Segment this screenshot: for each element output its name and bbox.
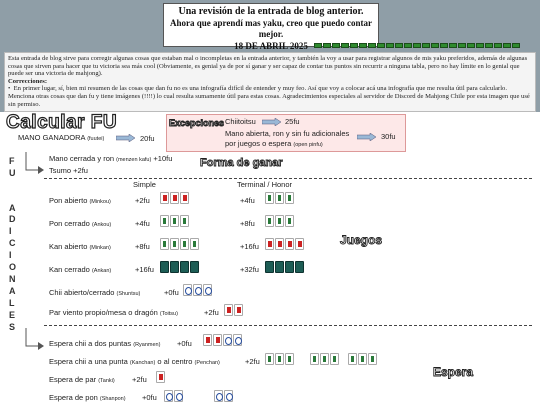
juego-terminal-fu: +4fu [240,196,255,205]
espera-sub: (Kanchan) [129,360,156,366]
juego-sub: (Ankan) [91,268,112,274]
juego-simple-tiles [160,192,189,204]
chii-fu: +0fu [164,288,179,297]
arrow-icon [116,134,136,142]
juegos-title: Juegos [340,233,383,247]
por-juegos-text: por juegos o espera [225,139,292,148]
par-fu: +2fu [204,308,219,317]
espera-sub2: (Penchan) [194,360,220,366]
juego-simple-tiles [160,215,189,227]
col-simple: Simple [133,180,156,189]
mano-fu: 20fu [140,134,155,143]
side-letter: L [9,298,15,308]
post-header [163,3,379,51]
divider [44,178,532,179]
side-letter: E [9,310,16,320]
corrections-label: Correcciones: [8,77,48,85]
espera-sub: (Shanpon) [99,396,126,402]
espera-fu: +2fu [245,357,260,366]
mano-abierta-label: Mano abierta, ron y sin fu adicionales [225,129,350,138]
divider [44,325,532,326]
corrections-bullet: • En primer lugar, sí, bien mi resumen de las cosas que dan fu no es una infografía difícil de entender y muy feo. Así que voy a colocar acá una infografía que me resulta útil para calcularlo. Menciona otras cosas que dan fu y tiene imágenes (!!!!) lo cual resulta sumamente útil para estas cosas. Agradecimientos especiales al servidor de Discord de Mahjong Chile por esta imagen que usé sin permiso. [8,85,530,108]
espera-fu: +0fu [142,393,157,402]
espera-tiles [203,334,242,346]
arrow-icon [262,118,282,126]
col-terminal: Terminal / Honor [237,180,293,189]
juego-terminal-tiles [265,215,294,227]
mano-cerrada-fu: +10fu [153,154,173,163]
espera-tiles [164,390,183,402]
espera-row-3 [49,375,115,384]
espera-title: Espera [433,365,474,379]
open-pinfu-text: (open pinfu) [293,142,323,148]
arrow-icon [357,133,377,141]
side-letter: C [9,238,16,248]
par-label [49,308,178,317]
juego-row-label [49,196,111,205]
intro-text-block [4,52,536,112]
juego-row-label [49,219,111,228]
espera-label: Espera de par [49,375,97,384]
espera-tiles [310,353,339,365]
green-tile-decoration [314,43,520,48]
juego-label: Kan cerrado [49,265,90,274]
header-line2: Ahora que aprendí mas yaku, creo que puedo contar mejor. [170,18,372,39]
side-letter: D [9,214,16,224]
juego-terminal-tiles [265,238,304,250]
header-date: 18 DE ABRIL 2025 [234,41,308,51]
side-letter: O [9,262,17,272]
intro-paragraph: Esta entrada de blog sirve para corregir algunas cosas que estaban mal o incompletas en la entrada anterior, y también la voy a usar para registrar algunos de mis yaku preferidos, además de algunas cosas que sirven para hacer que tu victoria sea más cool (Obviamente, es genial ya de por sí ganar y ser capaz de contar tus puntos sin recurrir a ninguna tabla, pero no hay límite en lo genial que puede ser una victoria de mahjong). [8,55,528,78]
mano-cerrada-text: Mano cerrada y ron [49,154,115,163]
espera-label: Espera de pon [49,393,98,402]
par-sub: (Toitsu) [159,311,178,317]
open-pinfu-fu: 30fu [381,132,396,141]
header-line1: Una revisión de la entrada de blog anterior. [178,6,364,17]
juego-row-label [49,265,111,274]
side-letter: A [9,203,16,213]
side-letter: S [9,322,16,332]
branch-connector [24,152,46,178]
excepciones-box [166,114,406,152]
espera-tiles [265,353,294,365]
espera-tiles [214,390,233,402]
espera-label: Espera chii a dos puntas [49,339,132,348]
espera-fu: +0fu [177,339,192,348]
mano-ganadora-text: MANO GANADORA [18,133,86,142]
side-letter: I [9,250,12,260]
excepciones-title: Excepciones [169,118,225,128]
juego-simple-tiles [160,238,199,250]
juego-simple-fu: +4fu [135,219,150,228]
fuutei-text: (fuutei) [87,136,105,142]
side-letter: F [9,156,15,166]
juego-terminal-tiles [265,192,294,204]
juego-terminal-fu: +32fu [240,265,259,274]
espera-tiles [348,353,377,365]
chii-sub: (Shuntsu) [116,291,141,297]
infographic-title: Calcular FU [6,112,118,133]
juego-label: Pon abierto [49,196,88,205]
side-letter: N [9,274,16,284]
juego-sub: (Minkan) [89,245,111,251]
juego-simple-fu: +16fu [135,265,154,274]
fu-infographic [0,112,540,405]
espera-row-4 [49,393,126,402]
juego-sub: (Ankou) [91,222,112,228]
juego-sub: (Minkou) [89,199,111,205]
espera-row-2 [49,357,220,366]
juego-simple-fu: +2fu [135,196,150,205]
chii-tiles [183,284,212,296]
chiitoitsu-fu: 25fu [285,117,300,126]
espera-mid: o al centro [157,357,193,366]
chii-text: Chii abierto/cerrado [49,288,115,297]
espera-fu: +2fu [132,375,147,384]
juego-simple-fu: +8fu [135,242,150,251]
chii-label [49,288,140,297]
side-letter: I [9,226,12,236]
juego-row-label [49,242,111,251]
espera-tiles [156,371,165,383]
side-letter: A [9,286,16,296]
par-text: Par viento propio/mesa o dragón [49,308,158,317]
espera-sub: (Ryanmen) [133,342,161,348]
side-letter: U [9,168,16,178]
espera-row-1 [49,339,160,348]
juego-label: Pon cerrado [49,219,90,228]
juego-terminal-fu: +16fu [240,242,259,251]
juego-label: Kan abierto [49,242,88,251]
forma-de-ganar-title: Forma de ganar [200,157,283,169]
mano-ganadora-label [18,133,104,142]
juego-terminal-tiles [265,261,304,273]
chiitoitsu-label: Chiitoitsu [225,117,256,126]
espera-label: Espera chii a una punta [49,357,128,366]
espera-sub: (Tanki) [98,378,115,384]
mano-cerrada-label [49,154,172,163]
par-tiles [224,304,243,316]
bullet-text: En primer lugar, sí, bien mi resumen de las cosas que dan fu no es una infografía difícil de entender y muy feo. Así que voy a colocar acá una infografía que me resulta útil para calcularlo. Menciona otras cosas que dan fu y tiene imágenes (!!!!) lo cual resulta sumamente útil para estas cosas. Agradecimientos especiales al servidor de Discord de Mahjong Chile por esta imagen que usé sin permiso. [8,85,530,108]
por-juegos-label [225,139,323,148]
branch-connector [24,328,46,354]
menzen-text: (menzen kafu) [116,157,152,163]
juego-simple-tiles [160,261,199,273]
juego-terminal-fu: +8fu [240,219,255,228]
tsumo-label: Tsumo +2fu [49,166,88,175]
